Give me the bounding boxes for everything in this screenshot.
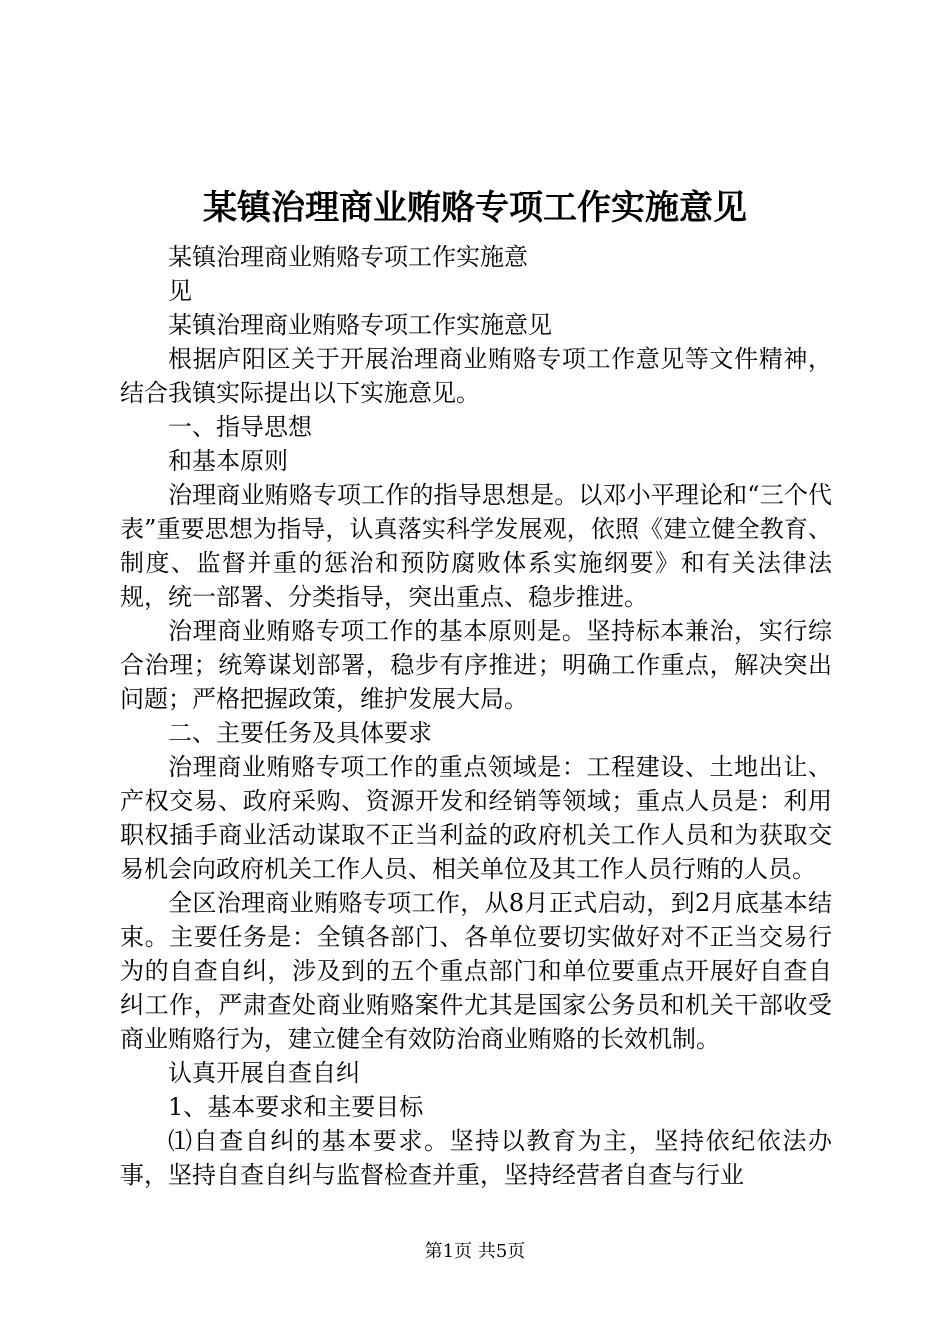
paragraph: 治理商业贿赂专项工作的基本原则是。坚持标本兼治，实行综合治理；统筹谋划部署，稳步有序推进；明确工作重点，解决突出问题；严格把握政策，维护发展大局。: [120, 617, 832, 713]
paragraph: 见: [168, 277, 192, 305]
section-heading: 一、指导思想: [168, 413, 312, 441]
paragraph: 治理商业贿赂专项工作的重点领域是：工程建设、土地出让、产权交易、政府采购、资源开发和经销等领域；重点人员是：利用职权插手商业活动谋取不正当利益的政府机关工作人员和为获取交易机会向政府机关工作人员、相关单位及其工作人员行贿的人员。: [120, 753, 832, 883]
section-heading: 认真开展自查自纠: [168, 1059, 360, 1087]
document-body: [120, 240, 832, 1192]
document-title: 某镇治理商业贿赂专项工作实施意见: [203, 188, 747, 228]
paragraph: 某镇治理商业贿赂专项工作实施意见: [168, 311, 552, 339]
paragraph: ⑴自查自纠的基本要求。坚持以教育为主，坚持依纪依法办事，坚持自查自纠与监督检查并重，坚持经营者自查与行业: [120, 1127, 832, 1189]
paragraph: 根据庐阳区关于开展治理商业贿赂专项工作意见等文件精神，结合我镇实际提出以下实施意见。: [120, 345, 832, 407]
section-heading: 二、主要任务及具体要求: [168, 719, 432, 747]
paragraph: 某镇治理商业贿赂专项工作实施意: [168, 243, 528, 271]
paragraph: 治理商业贿赂专项工作的指导思想是。以邓小平理论和“三个代表”重要思想为指导，认真落实科学发展观，依照《建立健全教育、制度、监督并重的惩治和预防腐败体系实施纲要》和有关法律法规，统一部署、分类指导，突出重点、稳步推进。: [120, 481, 832, 611]
section-heading: 和基本原则: [168, 447, 288, 475]
page-footer: 第1页 共5页: [424, 1241, 526, 1262]
section-heading: 1、基本要求和主要目标: [168, 1093, 424, 1121]
paragraph: 全区治理商业贿赂专项工作，从8月正式启动，到2月底基本结束。主要任务是：全镇各部门、各单位要切实做好对不正当交易行为的自查自纠，涉及到的五个重点部门和单位要重点开展好自查自纠工作，严肃查处商业贿赂案件尤其是国家公务员和机关干部收受商业贿赂行为，建立健全有效防治商业贿赂的长效机制。: [120, 889, 832, 1053]
